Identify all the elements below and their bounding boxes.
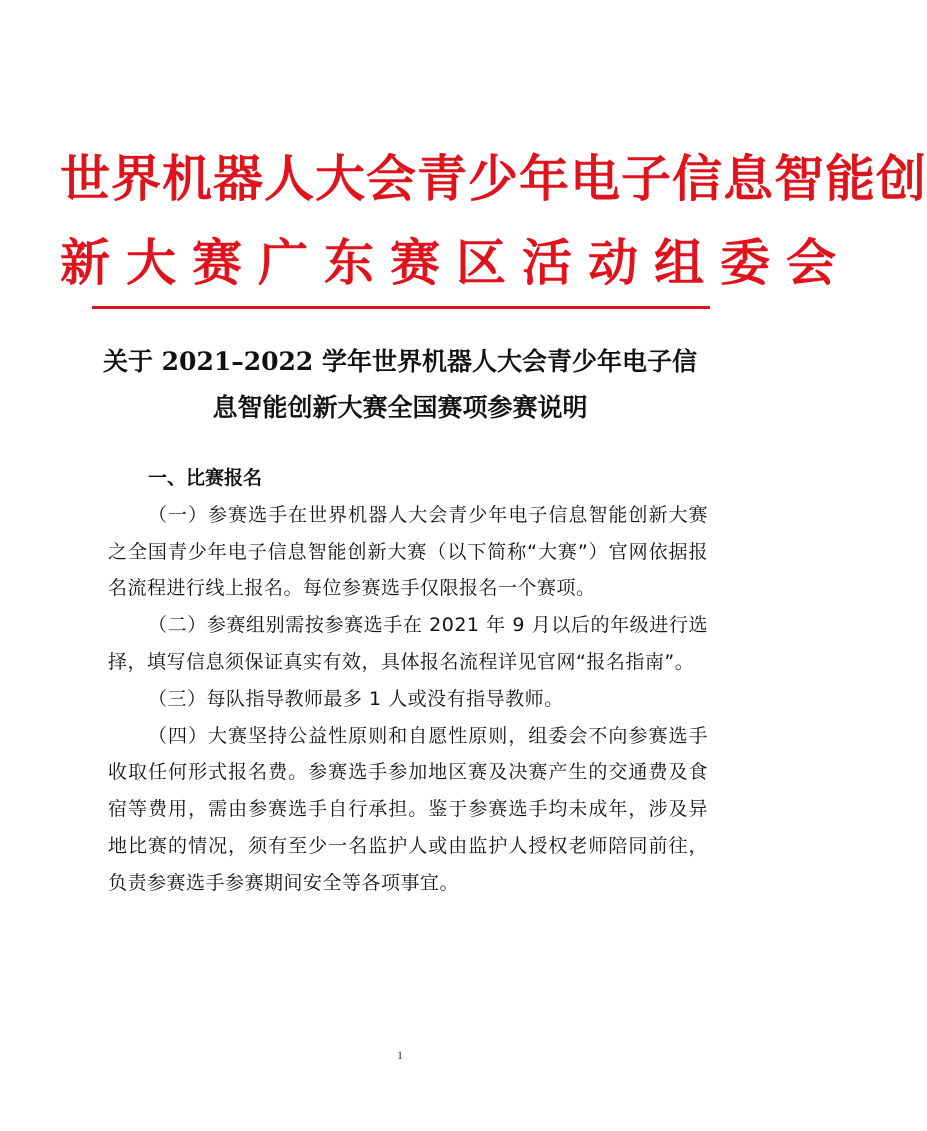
paragraph-1: （一）参赛选手在世界机器人大会青少年电子信息智能创新大赛之全国青少年电子信息智能创新大赛（以下简称“大赛”）官网依据报名流程进行线上报名。每位参赛选手仅限报名一个赛项。 <box>108 503 708 600</box>
paragraph-2: （二）参赛组别需按参赛选手在 2021 年 9 月以后的年级进行选择，填写信息须保证真实有效，具体报名流程详见官网“报名指南”。 <box>108 614 708 673</box>
org-masthead-line2: 新大赛广东赛区活动组委会 <box>60 233 852 292</box>
red-divider-rule <box>92 306 710 309</box>
document-body <box>108 460 708 902</box>
org-masthead-line1: 世界机器人大会青少年电子信息智能创 <box>60 149 927 208</box>
document-title-line1: 关于 2021–2022 学年世界机器人大会青少年电子信 <box>102 347 698 376</box>
paragraph-4: （四）大赛坚持公益性原则和自愿性原则，组委会不向参赛选手收取任何形式报名费。参赛选手参加地区赛及决赛产生的交通费及食宿等费用，需由参赛选手自行承担。鉴于参赛选手均未成年，涉及异地比赛的情况，须有至少一名监护人或由监护人授权老师陪同前往，负责参赛选手参赛期间安全等各项事宜。 <box>108 724 708 894</box>
page-number: 1 <box>397 1048 403 1062</box>
paragraph-3: （三）每队指导教师最多 1 人或没有指导教师。 <box>148 687 564 710</box>
document-title-line2: 息智能创新大赛全国赛项参赛说明 <box>212 393 588 422</box>
section-heading: 一、比赛报名 <box>148 467 263 489</box>
